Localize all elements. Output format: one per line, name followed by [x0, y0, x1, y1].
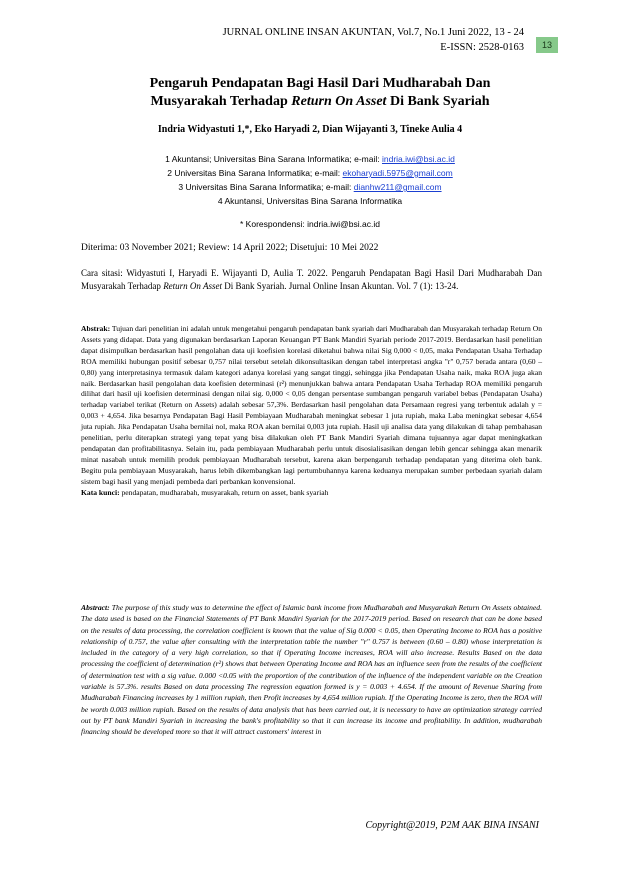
journal-title: JURNAL ONLINE INSAN AKUNTAN, Vol.7, No.1 Juni 2022, 13 - 24: [222, 27, 524, 38]
journal-header: [223, 25, 524, 55]
title-line-1: Pengaruh Pendapatan Bagi Hasil Dari Mudharabah Dan: [149, 76, 491, 91]
email-link-1[interactable]: indria.iwi@bsi.ac.id: [381, 154, 455, 164]
title-line-2: Musyarakah Terhadap Return On Asset Di Bank Syariah: [150, 94, 490, 109]
authors: Indria Widyastuti 1,*, Eko Haryadi 2, Dian Wijayanti 3, Tineke Aulia 4: [157, 124, 463, 135]
eissn: E-ISSN: 2528-0163: [440, 42, 524, 53]
paper-title: [110, 75, 530, 111]
affiliations: [80, 152, 540, 208]
abstrak-section: [81, 324, 542, 499]
affiliation-1: 1 Akuntansi; Universitas Bina Sarana Informatika; e-mail: indria.iwi@bsi.ac.id: [165, 154, 455, 164]
abstract-section: Abstract: The purpose of this study was to determine the effect of Islamic bank income from Mudharabah and Musyarakah Return On Assets obtained. The data used is based on the Financial Statements of PT Bank Mandiri Syariah for the 2017-2019 period. Based on research that can be done based on the results of data processing, the correlation coefficient is known that the value of Sig 0.000 < 0.05, then Operating Income to ROA has a positive relationship of 0.757, the value after consulting with the interpretation table the number "r" 0.757 is between (0.60 – 0.80) whose interpretation is included in the category of a very high correlation, so that if Operating Income increases, ROA will also increase. Results Based on the data processing the coefficient of determination (r²) shows that between Operating Income and ROA has an influence seen from the results of the coefficient of determination test with a sig value. 0.000 <0.05 with the proportion of the contribution of the influence of the independent variable on the Creation variable is 57.3%. results Based on data processing The regression equation formed is y = 0.003 + 4.654. If the amount of Revenue Sharing from Mudharabah Financing increases by 1 million rupiah, then Profit increases by 4,654 million rupiah. If the Operating Income is zero, then the ROA will be worth 0.003 million rupiah. Based on the results of data analysis that has been carried out, it is necessary to have an optimization strategy carried out by PT bank Mandiri Syariah in increasing the bank's profitability so that it can increase its income and profitability. In addition, mudharabah financing should be developed more so that it will attract customers' interest in: [81, 603, 542, 737]
email-link-2[interactable]: ekoharyadi.5975@gmail.com: [342, 168, 453, 178]
citation: Cara sitasi: Widyastuti I, Haryadi E. Wijayanti D, Aulia T. 2022. Pengaruh Pendapatan Bagi Hasil Dari Mudharabah Dan Musyarakah Terhadap Return On Asset Di Bank Syariah. Jurnal Online Insan Akuntan. Vol. 7 (1): 13-24.: [81, 268, 542, 291]
page-number-badge: 13: [536, 37, 558, 53]
email-link-3[interactable]: dianhw211@gmail.com: [353, 182, 442, 192]
affiliation-2: 2 Universitas Bina Sarana Informatika; e-mail: ekoharyadi.5975@gmail.com: [167, 168, 453, 178]
copyright-footer: Copyright@2019, P2M AAK BINA INSANI: [365, 820, 539, 831]
correspondence: * Korespondensi: indria.iwi@bsi.ac.id: [240, 219, 380, 229]
submission-dates: Diterima: 03 November 2021; Review: 14 April 2022; Disetujui: 10 Mei 2022: [81, 243, 379, 253]
keywords: Kata kunci: pendapatan, mudharabah, musyarakah, return on asset, bank syariah: [81, 487, 329, 497]
abstrak-body: Abstrak: Tujuan dari penelitian ini adalah untuk mengetahui pengaruh pendapatan bank syariah dari Mudharabah dan Musyarakah terhadap Return On Assets yang didapat. Data yang digunakan berdasarkan Laporan Keuangan PT Bank Mandiri Syariah periode 2017-2019. Berdasarkan hasil penelitian dapat disimpulkan berdasarkan hasil pengolahan data uji koefisien korelasi diketahui bahwa nilai Sig 0,000 < 0,05, maka Pendapatan Usaha Terhadap ROA memiliki hubungan positif sebesar 0,757 nilai tersebut setelah dikonsultasikan dengan tabel interpretasi angka "r" 0,757 berada antara (0,60 – 0,80) yang interpretasinya termasuk dalam kategori adanya korelasi yang sangat tinggi, sehingga jika Pendapatan Usaha naik, maka ROA juga akan naik. Berdasarkan hasil pengolahan data koefisien determinasi (r²) menunjukkan bahwa antara Pendapatan Usaha Terhadap ROA memiliki pengaruh dilihat dari hasil uji koefisien determinasi dengan nilai sig. 0,000 < 0,05 dengan persentase sumbangan pengaruh variabel bebas (Pendapatan Usaha) terhadap variabel terikat (Return on Assets) adalah sebesar 57,3%. Berdasarkan hasil pengolahan data Persamaan regresi yang terbentuk adalah y = 0,003 + 4,654. Jika besarnya Pendapatan Bagi Hasil Pembiayaan Mudharabah meningkat sebesar 1 juta rupiah, maka Laba meningkat sebesar 4,654 juta rupiah. Jika Pendapatan Usaha bernilai nol, maka ROA akan bernilai 0,003 juta rupiah. Hasil uji analisa data yang dilakukan di tahap pembahasan penelitian, perlu diterapkan strategi yang tepat yang bisa dilakukan oleh PT Bank Mandiri Syariah dimana tujuannya agar dapat meningkatkan pendapatan dan profitabilitasnya. Selain itu, pada pembiayaan Mudharabah perlu untuk disosialisasikan dengan lebih gencar sehingga akan menarik minat nasabah untuk memilih produk pembiayaan Mudharabah tersebut, karena akan berpengaruh terhadap pendapatan yang diterima oleh bank. Begitu pula pembiayaan Musyarakah, harus lebih dikembangkan lagi pertumbuhannya karena keduanya merupakan sumber perbedaan syariah dalam sistem bagi hasil yang menjadi pembeda dari perbankan konvensional.: [81, 324, 542, 486]
affiliation-4: 4 Akuntansi, Universitas Bina Sarana Informatika: [217, 196, 403, 206]
affiliation-3: 3 Universitas Bina Sarana Informatika; e-mail: dianhw211@gmail.com: [178, 182, 442, 192]
